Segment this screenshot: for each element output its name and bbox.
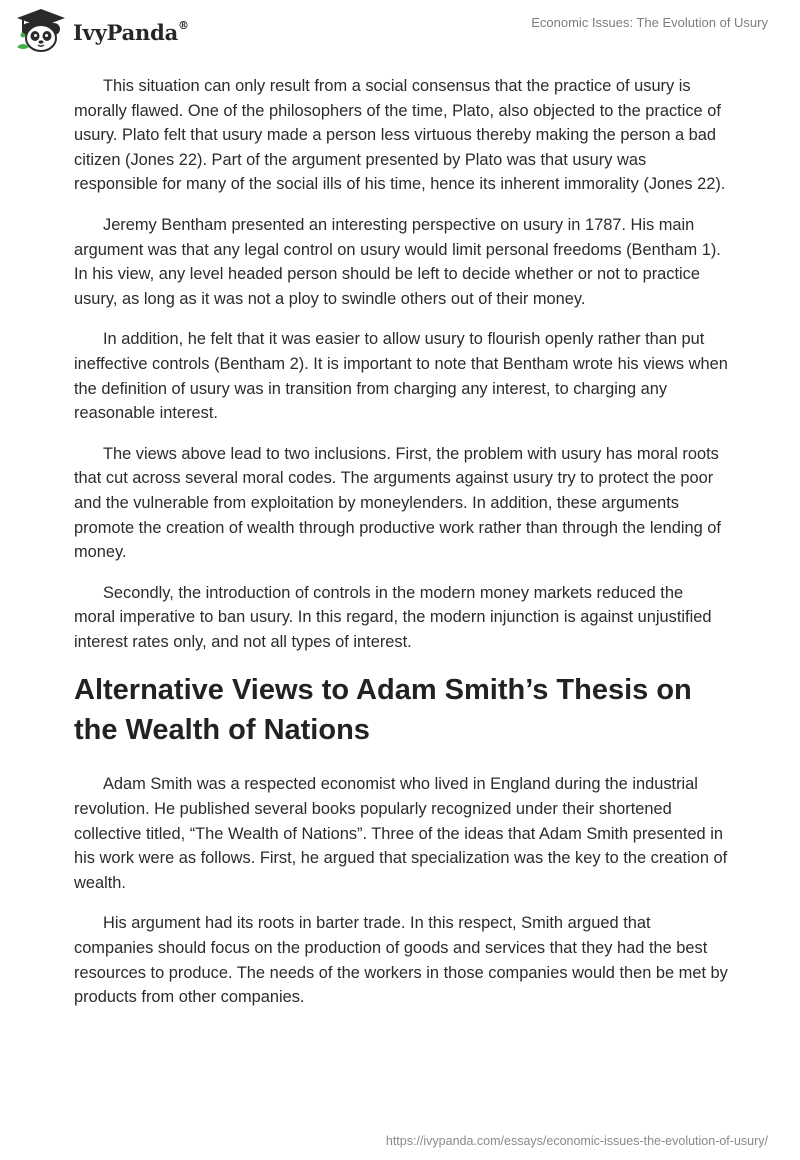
paragraph: His argument had its roots in barter trade. In this respect, Smith argued that companies should focus on the production of goods and services that they had the best resources to produce. The needs of the workers in those companies would then be met by products from other companies. [74, 914, 728, 1007]
essay-body [74, 74, 728, 1026]
paragraph: In addition, he felt that it was easier to allow usury to flourish openly rather than put ineffective controls (Bentham 2). It is important to note that Bentham wrote his views when the definition of usury was in transition from charging any interest, to charging any reasonable interest. [74, 330, 728, 423]
paragraph: The views above lead to two inclusions. First, the problem with usury has moral roots that cut across several moral codes. The arguments against usury try to protect the poor and the vulnerable from exploitation by moneylenders. In addition, these arguments promote the creation of wealth through productive work rather than through the lending of money. [74, 444, 721, 562]
paragraph: Secondly, the introduction of controls in the modern money markets reduced the moral imperative to ban usury. In this regard, the modern injunction is against unjustified interest rates only, and not all types of interest. [74, 583, 712, 651]
document-title: Economic Issues: The Evolution of Usury [531, 15, 768, 30]
section-heading: Alternative Views to Adam Smith’s Thesis on the Wealth of Nations [74, 674, 692, 747]
panda-graduate-icon [15, 7, 67, 53]
brand-logo[interactable] [15, 7, 189, 53]
source-url[interactable]: https://ivypanda.com/essays/economic-issues-the-evolution-of-usury/ [385, 1134, 768, 1148]
brand-name: IvyPanda® [73, 18, 189, 45]
paragraph: This situation can only result from a social consensus that the practice of usury is morally flawed. One of the philosophers of the time, Plato, also objected to the practice of usury. Plato felt that usury made a person less virtuous thereby making the person a bad citizen (Jones 22). Part of the argument presented by Plato was that usury was responsible for many of the social ills of his time, hence its inherent immorality (Jones 22). [74, 77, 726, 194]
paragraph: Adam Smith was a respected economist who lived in England during the industrial revolution. He published several books popularly recognized under their shortened collective titled, “The Wealth of Nations”. Three of the ideas that Adam Smith presented in his work were as follows. First, he argued that specialization was the key to the creation of wealth. [74, 775, 728, 892]
page-header [0, 0, 800, 64]
paragraph: Jeremy Bentham presented an interesting perspective on usury in 1787. His main argument was that any legal control on usury would limit personal freedoms (Bentham 1). In his view, any level headed person should be left to decide whether or not to practice usury, as long as it was not a ploy to swindle others out of their money. [74, 215, 721, 308]
